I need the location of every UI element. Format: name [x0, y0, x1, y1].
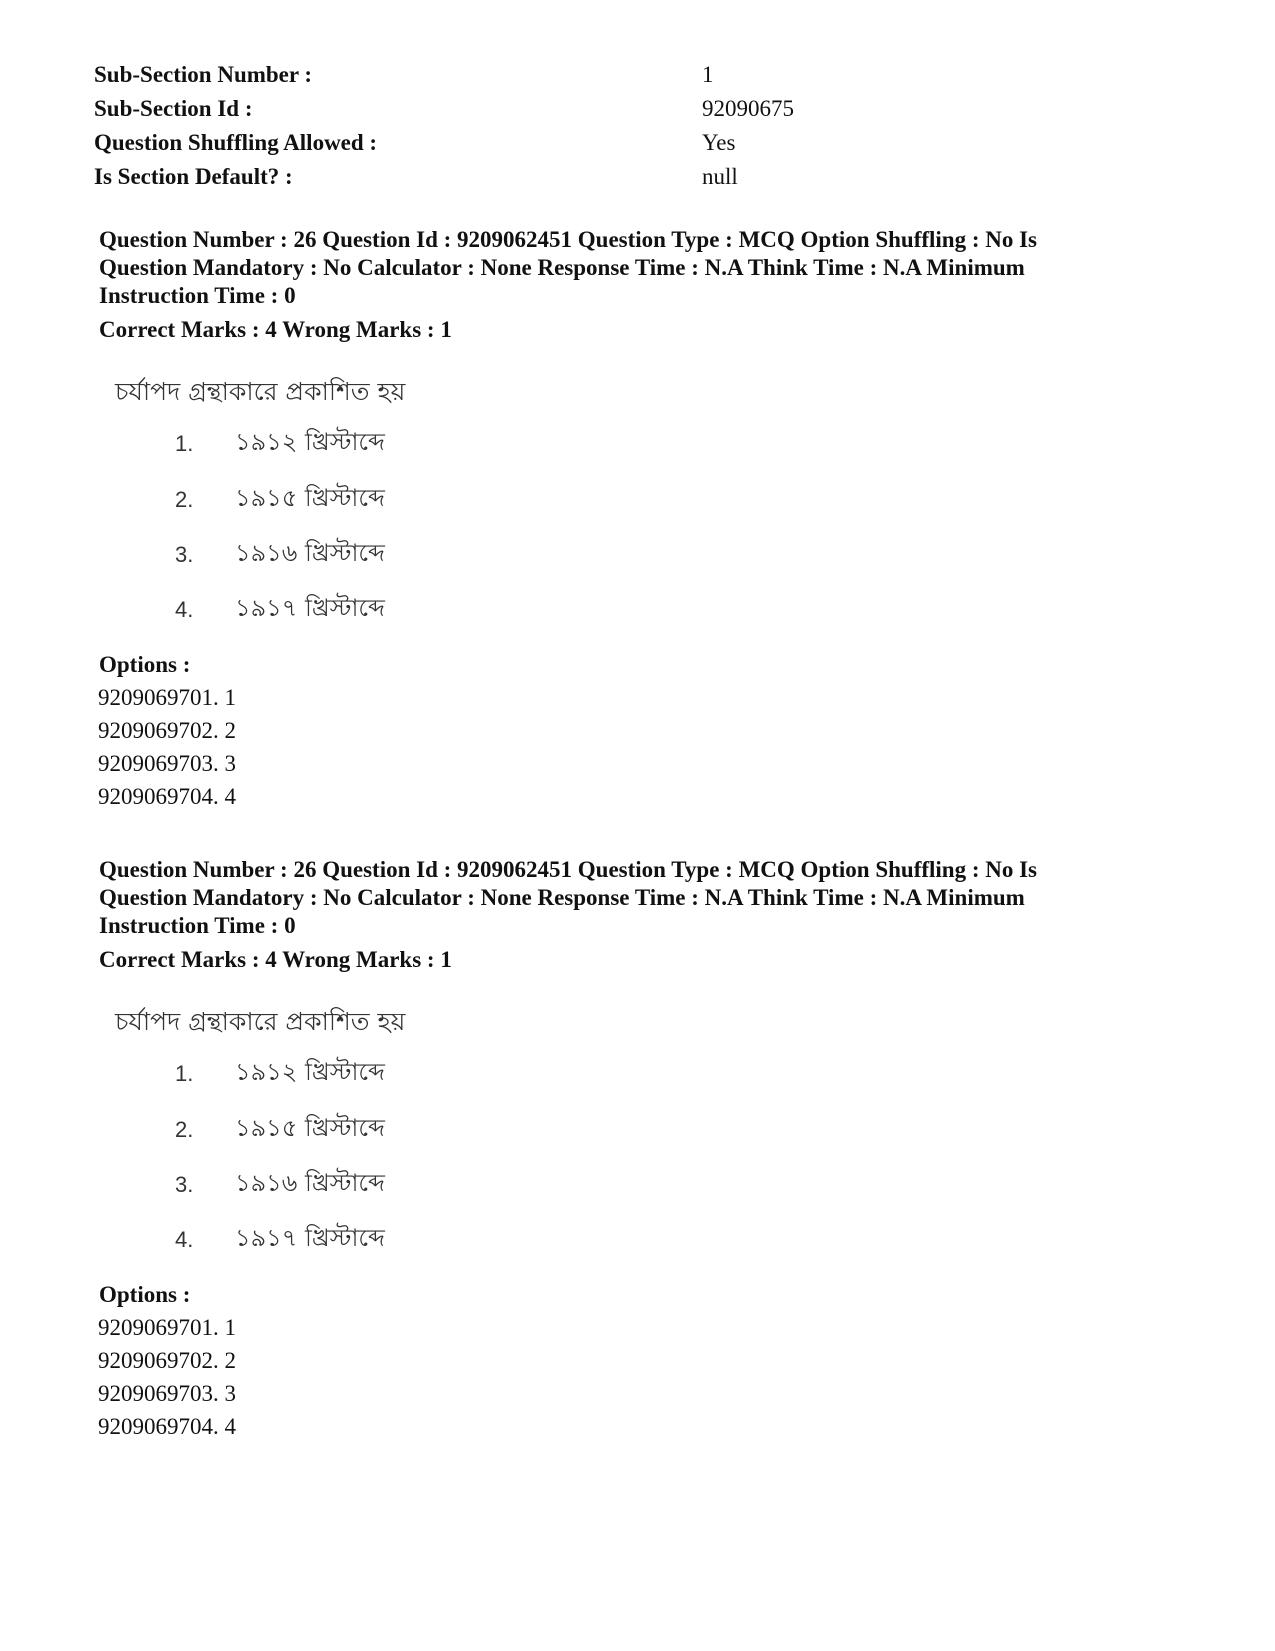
subsection-id-row	[94, 92, 854, 126]
choice-number: 1.	[175, 1061, 194, 1086]
subsection-meta	[94, 58, 854, 194]
section-default-value: null	[702, 164, 738, 189]
subsection-number-row	[94, 58, 854, 92]
subsection-number-value: 1	[702, 62, 714, 87]
choice-text: ১৯১৬ খ্রিস্টাব্দে	[235, 1169, 385, 1197]
choice-text: ১৯১৭ খ্রিস্টাব্দে	[235, 594, 385, 622]
subsection-number-label: Sub-Section Number :	[94, 62, 313, 87]
option-line: 9209069701. 1	[98, 1315, 236, 1340]
choice-number: 4.	[175, 597, 194, 622]
choice-text: ১৯১২ খ্রিস্টাব্দে	[235, 1058, 385, 1086]
choice-text: ১৯১৬ খ্রিস্টাব্দে	[235, 539, 385, 567]
section-default-row	[94, 160, 854, 194]
section-default-label: Is Section Default? :	[94, 164, 293, 189]
subsection-id-value: 92090675	[702, 96, 794, 121]
question-header: Question Number : 26 Question Id : 9209062451 Question Type : MCQ Option Shuffling : No Is Question Mandatory : No Calculator : None Response Time : N.A Think Time : N.A Minimum Instruction Time : 0	[99, 227, 1038, 308]
question-choice	[175, 535, 385, 575]
question-choice	[175, 1110, 385, 1150]
option-line: 9209069703. 3	[98, 751, 236, 776]
question-image	[99, 988, 799, 1278]
choice-number: 2.	[175, 1117, 194, 1142]
choice-text: ১৯১২ খ্রিস্টাব্দে	[235, 428, 385, 456]
question-choice	[175, 424, 385, 464]
question-choice	[175, 590, 385, 630]
question-shuffling-value: Yes	[702, 130, 736, 155]
choice-number: 3.	[175, 1172, 194, 1197]
question-choice	[175, 480, 385, 520]
choice-text: ১৯১৫ খ্রিস্টাব্দে	[235, 484, 385, 512]
choice-number: 1.	[175, 431, 194, 456]
option-line: 9209069704. 4	[98, 784, 236, 809]
option-line: 9209069703. 3	[98, 1381, 236, 1406]
question-header: Question Number : 26 Question Id : 9209062451 Question Type : MCQ Option Shuffling : No Is Question Mandatory : No Calculator : None Response Time : N.A Think Time : N.A Minimum Instruction Time : 0	[99, 857, 1038, 938]
choice-number: 3.	[175, 542, 194, 567]
question-marks: Correct Marks : 4 Wrong Marks : 1	[99, 317, 452, 342]
question-block	[99, 226, 1139, 813]
question-choice	[175, 1054, 385, 1094]
question-choice	[175, 1220, 385, 1260]
question-stem: চর্যাপদ গ্রন্থাকারে প্রকাশিত হয়	[115, 377, 406, 406]
question-choice	[175, 1165, 385, 1205]
option-line: 9209069704. 4	[98, 1414, 236, 1439]
choice-number: 4.	[175, 1227, 194, 1252]
question-stem: চর্যাপদ গ্রন্থাকারে প্রকাশিত হয়	[115, 1007, 406, 1036]
question-shuffling-row	[94, 126, 854, 160]
option-line: 9209069701. 1	[98, 685, 236, 710]
choice-text: ১৯১৭ খ্রিস্টাব্দে	[235, 1224, 385, 1252]
options-heading: Options :	[99, 652, 191, 677]
choice-text: ১৯১৫ খ্রিস্টাব্দে	[235, 1114, 385, 1142]
question-image	[99, 358, 799, 648]
question-block	[99, 856, 1139, 1443]
subsection-id-label: Sub-Section Id :	[94, 96, 253, 121]
options-heading: Options :	[99, 1282, 191, 1307]
choice-number: 2.	[175, 487, 194, 512]
option-line: 9209069702. 2	[98, 1348, 236, 1373]
option-line: 9209069702. 2	[98, 718, 236, 743]
question-marks: Correct Marks : 4 Wrong Marks : 1	[99, 947, 452, 972]
question-shuffling-label: Question Shuffling Allowed :	[94, 130, 378, 155]
